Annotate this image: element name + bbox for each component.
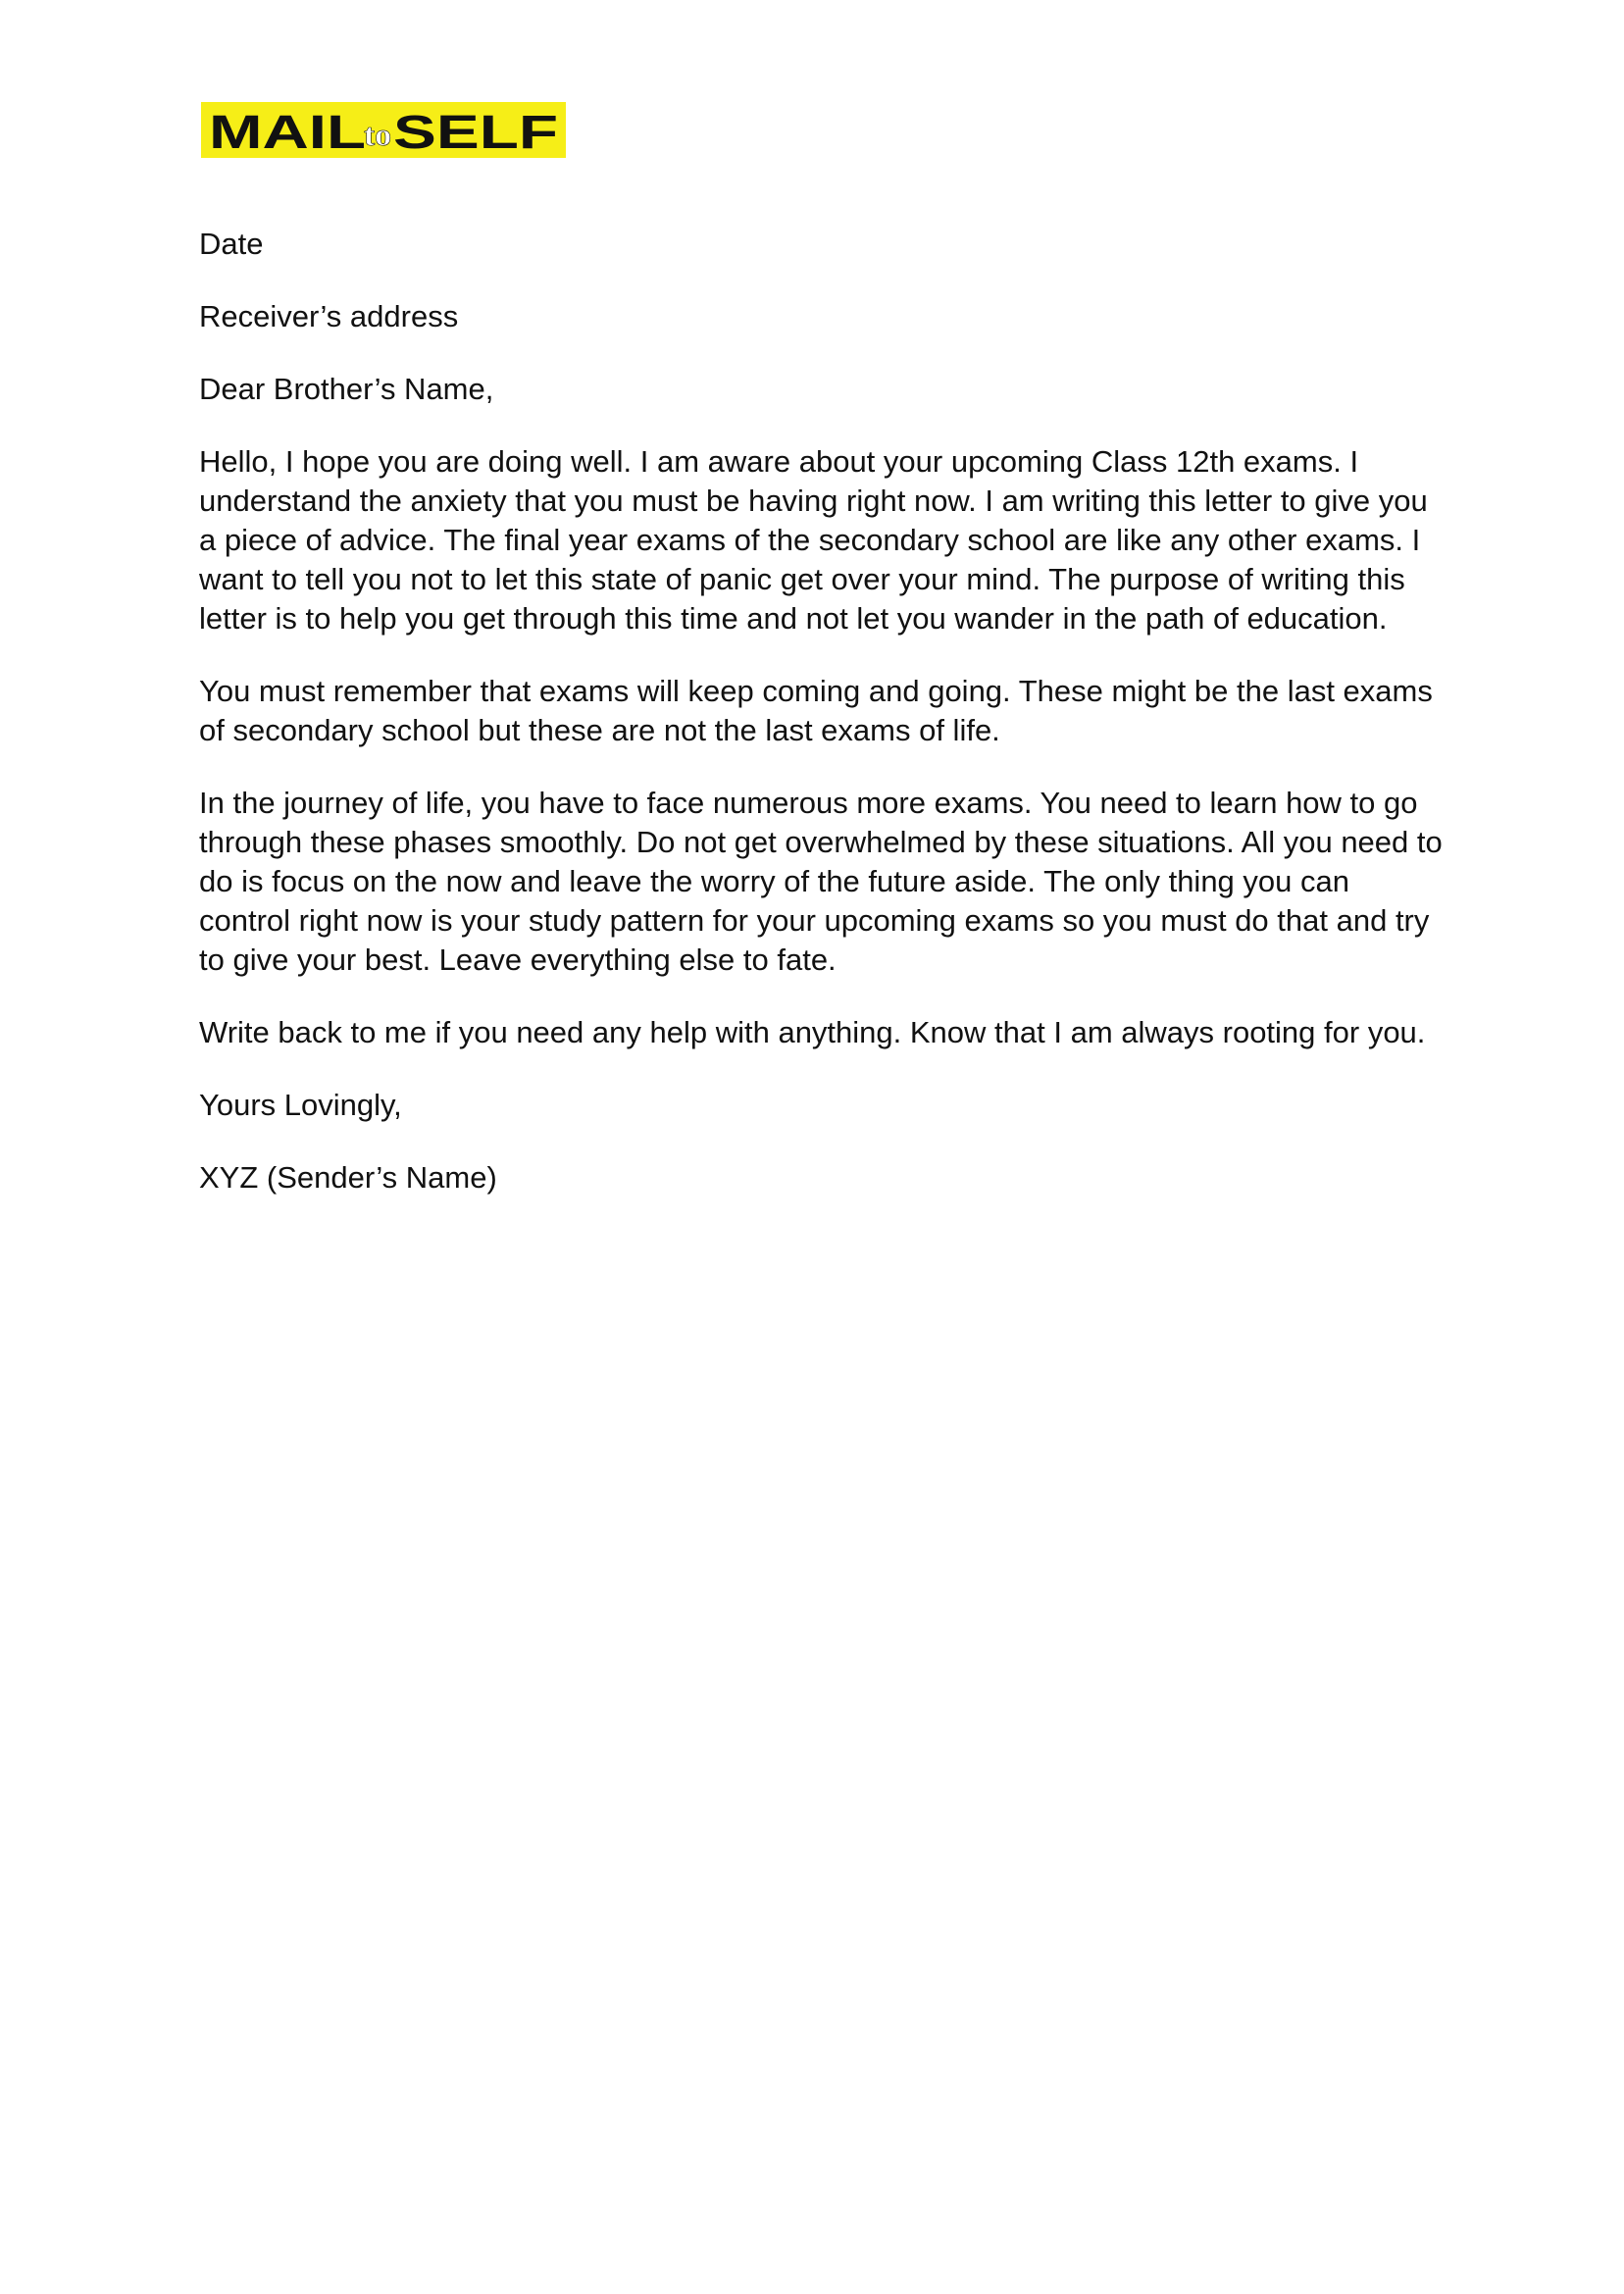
paragraph-1 <box>199 442 1454 638</box>
paragraph-line: In the journey of life, you have to face numerous more exams. You need to learn how to go <box>199 786 1418 820</box>
salutation: Dear Brother’s Name, <box>199 372 494 406</box>
paragraph-line: to give your best. Leave everything else to fate. <box>199 943 837 977</box>
sender-signature: XYZ (Sender’s Name) <box>199 1160 497 1195</box>
logo-text-self: SELF <box>393 107 558 158</box>
paragraph-line: through these phases smoothly. Do not get overwhelmed by these situations. All you need to <box>199 825 1443 859</box>
paragraph-line: of secondary school but these are not the last exams of life. <box>199 713 1000 747</box>
paragraph-line: Hello, I hope you are doing well. I am aware about your upcoming Class 12th exams. I <box>199 444 1359 479</box>
mailtoself-logo <box>201 102 566 158</box>
paragraph-line: You must remember that exams will keep coming and going. These might be the last exams <box>199 674 1433 708</box>
letter-body <box>199 225 1454 1231</box>
paragraph-2 <box>199 672 1454 750</box>
paragraph-line: understand the anxiety that you must be having right now. I am writing this letter to give you <box>199 484 1428 518</box>
logo-text-to: to <box>364 117 391 152</box>
paragraph-line: do is focus on the now and leave the worry of the future aside. The only thing you can <box>199 864 1349 898</box>
receiver-address: Receiver’s address <box>199 299 459 333</box>
paragraph-3 <box>199 784 1454 980</box>
paragraph-4: Write back to me if you need any help with anything. Know that I am always rooting for you. <box>199 1015 1426 1049</box>
closing: Yours Lovingly, <box>199 1088 402 1122</box>
paragraph-line: want to tell you not to let this state of panic get over your mind. The purpose of writing this <box>199 562 1405 596</box>
logo-text-mail: MAIL <box>209 107 366 158</box>
paragraph-line: letter is to help you get through this time and not let you wander in the path of education. <box>199 601 1388 636</box>
paragraph-line: a piece of advice. The final year exams of the secondary school are like any other exams. I <box>199 523 1421 557</box>
date-line: Date <box>199 227 264 261</box>
paragraph-line: control right now is your study pattern for your upcoming exams so you must do that and try <box>199 903 1430 938</box>
